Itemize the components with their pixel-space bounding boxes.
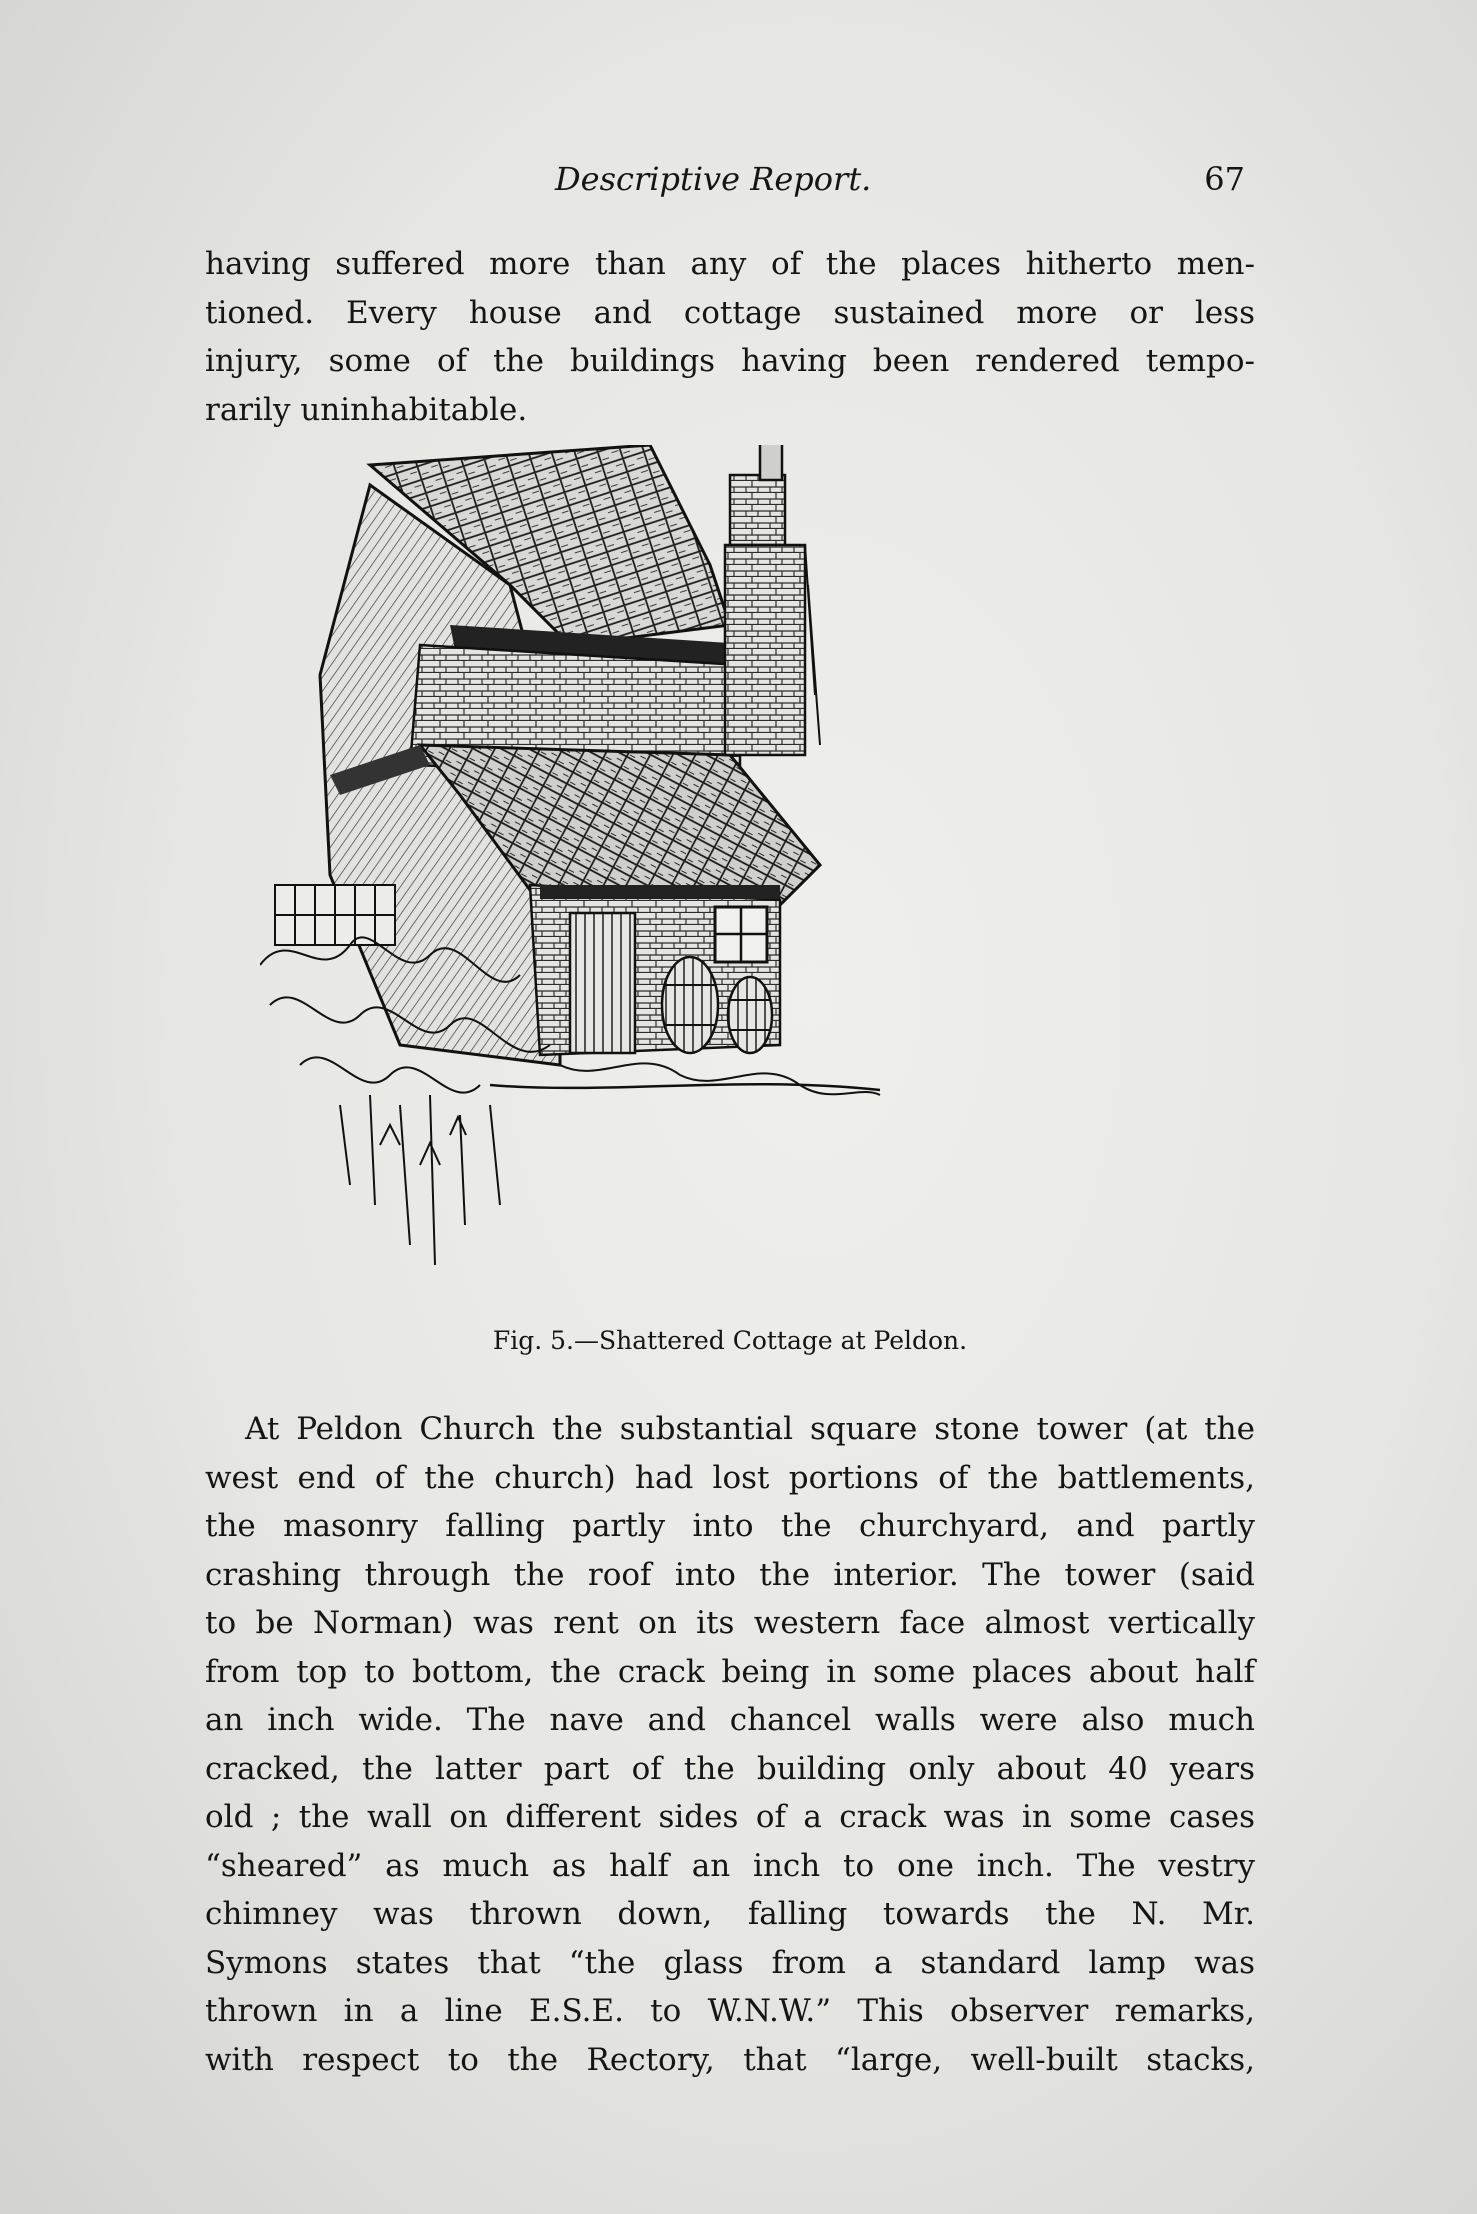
page-number: 67	[1204, 160, 1245, 198]
text-line: to be Norman) was rent on its western face almost vertically	[205, 1605, 1255, 1641]
lintel	[540, 885, 780, 899]
text-line: injury, some of the buildings having been rendered tempo-	[205, 343, 1255, 379]
text-line: an inch wide. The nave and chancel walls were also much	[205, 1702, 1255, 1738]
garden-fence	[275, 885, 395, 945]
text-line: tioned. Every house and cottage sustained more or less	[205, 294, 1255, 331]
text-line: Symons states that “the glass from a standard lamp was	[205, 1944, 1255, 1981]
chimney	[725, 445, 820, 755]
paragraph-2	[205, 1405, 1255, 2084]
text-line: thrown in a line E.S.E. to W.N.W.” This observer remarks,	[205, 1993, 1255, 2029]
figure-caption: Fig. 5.—Shattered Cottage at Peldon.	[492, 1326, 968, 1355]
text-line: from top to bottom, the crack being in some places about half	[205, 1653, 1255, 1690]
text-line: old ; the wall on different sides of a crack was in some cases	[205, 1799, 1255, 1835]
cottage-door	[570, 913, 635, 1053]
running-head	[205, 160, 1245, 210]
text-line: At Peldon Church the substantial square stone tower (at the	[245, 1411, 1255, 1447]
text-line: “sheared” as much as half an inch to one inch. The vestry	[205, 1847, 1255, 1884]
ground	[490, 1084, 880, 1090]
running-title: Descriptive Report.	[555, 160, 872, 198]
text-line: crashing through the roof into the interior. The tower (said	[205, 1556, 1255, 1593]
text-line: the masonry falling partly into the churchyard, and partly	[205, 1508, 1255, 1544]
paragraph-1	[205, 240, 1255, 434]
text-line: with respect to the Rectory, that “large, well-built stacks,	[205, 2041, 1255, 2078]
text-line: rarily uninhabitable.	[205, 391, 528, 428]
text-line: cracked, the latter part of the building only about 40 years	[205, 1750, 1255, 1787]
text-line: chimney was thrown down, falling towards the N. Mr.	[205, 1896, 1255, 1932]
text-line: having suffered more than any of the places hitherto men-	[205, 246, 1255, 282]
cottage-window	[715, 907, 767, 962]
cottage-illustration	[260, 445, 1190, 1325]
text-line: west end of the church) had lost portions of the battlements,	[205, 1459, 1255, 1496]
